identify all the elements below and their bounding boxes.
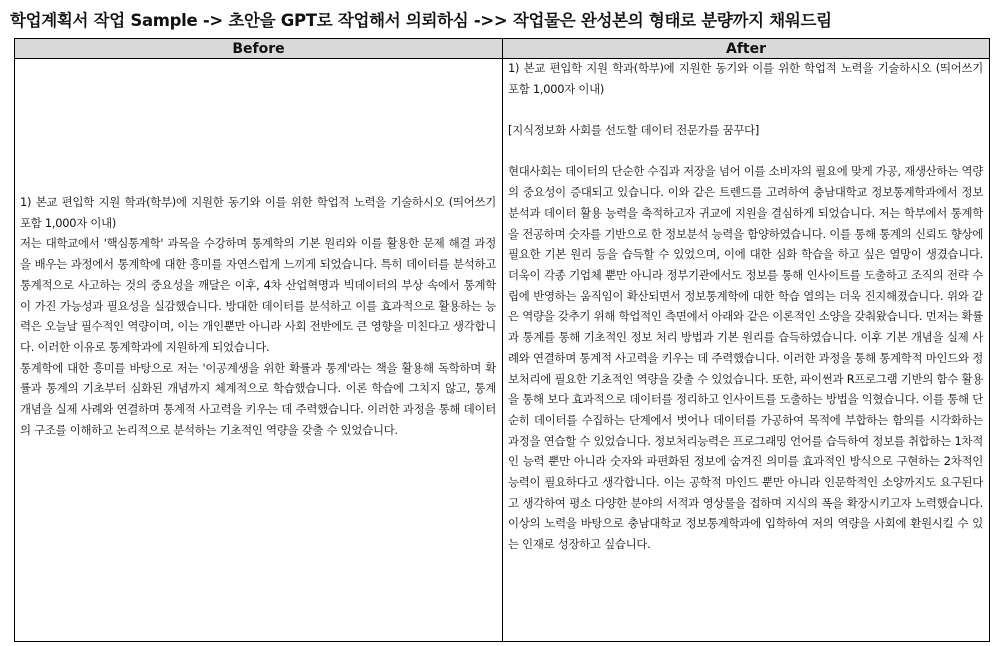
after-text xyxy=(508,58,983,555)
before-text xyxy=(20,192,496,440)
after-subtitle: [지식정보화 사회를 선도할 데이터 전문가를 꿈꾸다] xyxy=(508,123,760,138)
before-column-header: Before xyxy=(15,39,503,59)
before-cell xyxy=(15,59,503,642)
after-column-header: After xyxy=(503,39,990,59)
spacer xyxy=(508,141,983,162)
table-header-row xyxy=(15,39,990,59)
before-paragraph-2: 통계학에 대한 흥미를 바탕으로 저는 '이공계생을 위한 확률과 통계'라는 책을 활용해 독학하며 확률과 통계의 기초부터 심화된 개념까지 체계적으로 학습했습니다. 이론 학습에 그치지 않고, 통계 개념을 실제 사례와 연결하며 통계적 사고력을 키우는 데 주력했습니다. 이러한 과정을 통해 데이터의 구조를 이해하고 논리적으로 분석하는 기초적인 역량을 갖출 수 있었습니다. xyxy=(20,360,496,437)
table-body-row xyxy=(15,59,990,642)
before-paragraph-1: 저는 대학교에서 '핵심통계학' 과목을 수강하며 통계학의 기본 원리와 이를 활용한 문제 해결 과정을 배우는 과정에서 통계학에 대한 흥미를 자연스럽게 느끼게 되었습니다. 특히 데이터를 분석하고 통계적으로 사고하는 것의 중요성을 깨달은 이후, 4차 산업혁명과 빅데이터의 부상 속에서 통계학이 가진 가능성과 필요성을 실감했습니다. 방대한 데이터를 분석하고 이를 효과적으로 활용하는 능력은 오늘날 필수적인 역량이며, 이는 개인뿐만 아니라 사회 전반에도 큰 영향을 미친다고 생각합니다. 이러한 이유로 통계학과에 지원하게 되었습니다. xyxy=(20,236,496,354)
after-question: 1) 본교 편입학 지원 학과(학부)에 지원한 동기와 이를 위한 학업적 노력을 기술하시오 (띄어쓰기 포함 1,000자 이내) xyxy=(508,61,983,96)
after-cell xyxy=(503,59,990,642)
page-title: 학업계획서 작업 Sample -> 초안을 GPT로 작업해서 의뢰하심 ->> 작업물은 완성본의 형태로 분량까지 채워드림 xyxy=(10,11,832,30)
before-after-table xyxy=(14,38,990,642)
after-body: 현대사회는 데이터의 단순한 수집과 저장을 넘어 이를 소비자의 필요에 맞게 가공, 재생산하는 역량의 중요성이 증대되고 있습니다. 이와 같은 트렌드를 고려하여 충남대학교 정보통계학과에서 정보 분석과 데이터 활용 능력을 축적하고자 귀교에 지원을 결심하게 되었습니다. 저는 학부에서 통계학을 전공하며 숫자를 기반으로 한 정보분석 능력을 함양하였습니다. 이를 통해 통계의 신뢰도 향상에 필요한 기본 원리 등을 습득할 수 있었으며, 이에 대한 심화 학습을 하고 싶은 열망이 생겼습니다. 더욱이 각종 기업체 뿐만 아니라 정부기관에서도 정보를 통해 인사이트를 도출하고 조직의 전략 수립에 반영하는 움직임이 확산되면서 정보통계학에 대한 학습 열의는 더욱 진지해졌습니다. 위와 같은 역량을 갖추기 위해 학업적인 측면에서 아래와 같은 이론적인 소양을 갖춰왔습니다. 먼저는 확률과 통계를 통해 기초적인 정보 처리 방법과 기본 원리를 습득하였습니다. 이후 기본 개념을 실제 사례와 연결하며 통계적 사고력을 키우는 데 주력했습니다. 이러한 과정을 통해 통계학적 마인드와 정보처리에 필요한 기초적인 역량을 갖출 수 있었습니다. 또한, 파이썬과 R프로그램 기반의 함수 활용을 통해 보다 효과적으로 데이터를 정리하고 인사이트를 도출하는 방법을 익혔습니다. 이를 통해 단순히 데이터를 수집하는 단계에서 벗어나 데이터를 가공하여 목적에 부합하는 함의를 시각화하는 과정을 연습할 수 있었습니다. 정보처리능력은 프로그래밍 언어를 습득하여 정보를 취합하는 1차적인 능력 뿐만 아니라 숫자와 파편화된 정보에 숨겨진 의미를 효과적인 방식으로 구현하는 2차적인 능력이 필요하다고 생각합니다. 이는 공학적 마인드 뿐만 아니라 인문학적인 소양까지도 요구된다고 생각하여 평소 다양한 분야의 서적과 영상물을 접하며 지식의 폭을 확장시키고자 노력했습니다. 이상의 노력을 바탕으로 충남대학교 정보통계학과에 입학하여 저의 역량을 사회에 환원시킬 수 있는 인재로 성장하고 싶습니다. xyxy=(508,164,983,552)
before-question: 1) 본교 편입학 지원 학과(학부)에 지원한 동기와 이를 위한 학업적 노력을 기술하시오 (띄어쓰기 포함 1,000자 이내) xyxy=(20,195,496,230)
spacer xyxy=(508,99,983,120)
